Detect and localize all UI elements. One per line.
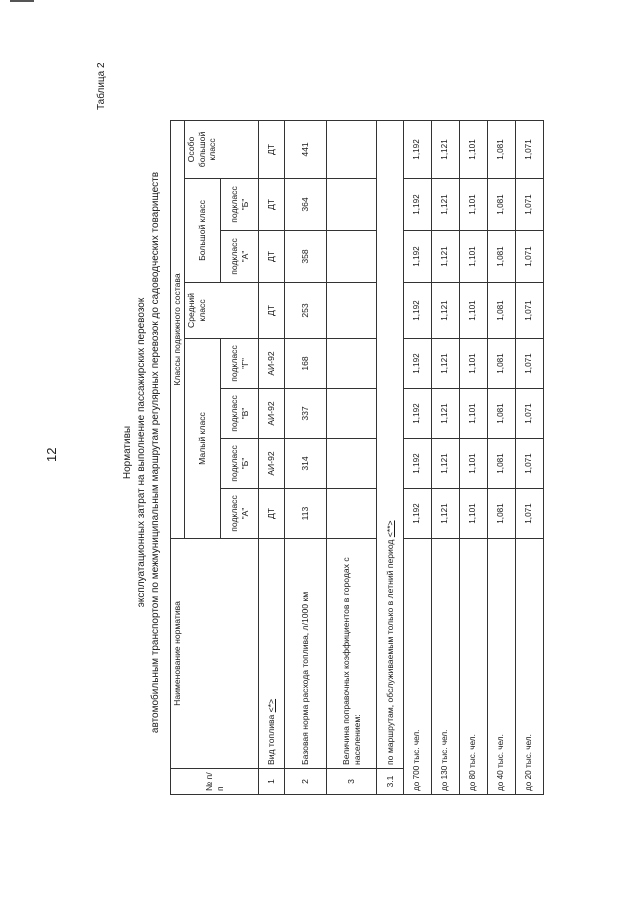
table-cell: 1,081 [488, 439, 516, 489]
table-cell: 1,081 [488, 283, 516, 339]
table-cell: 1,081 [488, 231, 516, 283]
table-cell: 1,101 [460, 120, 488, 178]
row-fuel-type [259, 120, 285, 794]
table-cell [327, 179, 377, 231]
footnote-ref: <*> [266, 698, 277, 713]
table-cell: 113 [285, 489, 327, 539]
table-cell: 1,121 [432, 489, 460, 539]
table-cell: АИ-92 [259, 339, 285, 389]
header-name: Наименование норматива [171, 539, 259, 769]
row-coef-700k [404, 120, 432, 794]
row-label: до 700 тыс. чел. [404, 539, 432, 795]
table-cell: АИ-92 [259, 439, 285, 489]
title-line-1: Нормативы [122, 425, 133, 480]
table-cell: 1,121 [432, 339, 460, 389]
table-cell: 1,071 [516, 389, 544, 439]
table-cell: 1,121 [432, 389, 460, 439]
row-label-text: Вид топлива [266, 712, 277, 765]
table-cell: 1,071 [516, 439, 544, 489]
table-cell: 1,081 [488, 120, 516, 178]
row-num: 3.1 [377, 769, 404, 795]
row-label: Базовая норма расхода топлива, л/1000 км [285, 539, 327, 769]
table-cell: ДТ [259, 283, 285, 339]
table-cell [327, 283, 377, 339]
table-cell: ДТ [259, 231, 285, 283]
row-label: до 80 тыс. чел. [460, 539, 488, 795]
row-coefficients [327, 120, 377, 794]
title-line-3: автомобильным транспортом по межмуниципальным маршрутам регулярных перевозок до садоводческих товариществ [150, 171, 161, 734]
header-large-sub-a: подкласс "А" [221, 231, 259, 283]
row-coef-130k [432, 120, 460, 794]
table-cell: 1,081 [488, 339, 516, 389]
page-number: 12 [44, 447, 59, 462]
table-cell: 1,121 [432, 120, 460, 178]
header-classes: Классы подвижного состава [171, 120, 185, 538]
table-cell: 314 [285, 439, 327, 489]
table-cell: 1,101 [460, 439, 488, 489]
norms-table [170, 120, 544, 795]
table-cell: 1,192 [404, 439, 432, 489]
table-cell: 1,101 [460, 339, 488, 389]
table-cell: ДТ [259, 179, 285, 231]
row-coef-40k [488, 120, 516, 794]
table-cell: 1,192 [404, 389, 432, 439]
table-cell [327, 339, 377, 389]
table-cell: АИ-92 [259, 389, 285, 439]
row-label: Величина поправочных коэффициентов в городах с населением: [327, 539, 377, 769]
table-cell: 253 [285, 283, 327, 339]
table-cell: ДТ [259, 489, 285, 539]
table-cell: 358 [285, 231, 327, 283]
table-cell: 1,071 [516, 339, 544, 389]
table-cell [327, 489, 377, 539]
table-cell: 1,101 [460, 231, 488, 283]
table-cell: 1,192 [404, 231, 432, 283]
table-cell: 1,071 [516, 231, 544, 283]
table-cell: 1,071 [516, 283, 544, 339]
table-cell: 1,071 [516, 179, 544, 231]
header-large-sub-b: подкласс "Б" [221, 179, 259, 231]
table-cell: 1,101 [460, 179, 488, 231]
header-small-sub-v: подкласс "В" [221, 389, 259, 439]
row-label: до 40 тыс. чел. [488, 539, 516, 795]
table-cell: 1,192 [404, 283, 432, 339]
row-label [259, 539, 285, 769]
table-cell: 1,101 [460, 389, 488, 439]
row-num: 2 [285, 769, 327, 795]
table-label: Таблица 2 [96, 62, 107, 110]
table-cell: 1,081 [488, 389, 516, 439]
row-base-norm [285, 120, 327, 794]
table-cell: 1,081 [488, 489, 516, 539]
table-cell: 1,192 [404, 489, 432, 539]
header-large-class: Большой класс [185, 179, 221, 283]
footnote-ref: <**> [384, 520, 395, 538]
table-cell [327, 120, 377, 178]
row-coef-20k [516, 120, 544, 794]
header-row-classes [171, 120, 185, 794]
table-cell: 1,121 [432, 439, 460, 489]
table-cell: 168 [285, 339, 327, 389]
table-cell [327, 389, 377, 439]
title-line-2: эксплуатационных затрат на выполнение пассажирских перевозок [136, 297, 147, 608]
row-label: до 20 тыс. чел. [516, 539, 544, 795]
table-cell: 1,081 [488, 179, 516, 231]
header-num: № п/п [171, 769, 259, 795]
table-cell [327, 231, 377, 283]
header-small-class: Малый класс [185, 339, 221, 539]
table-cell: 1,121 [432, 179, 460, 231]
section-label-text: по маршрутам, обслуживаемым только в летний период [384, 537, 395, 765]
row-num: 3 [327, 769, 377, 795]
row-coef-80k [460, 120, 488, 794]
header-small-sub-a: подкласс "А" [221, 489, 259, 539]
header-medium-class: Средний класс [185, 283, 259, 339]
table-cell: 1,192 [404, 120, 432, 178]
table-cell [327, 439, 377, 489]
table-cell: 1,192 [404, 179, 432, 231]
row-label: до 130 тыс. чел. [432, 539, 460, 795]
table-cell: 337 [285, 389, 327, 439]
table-cell: 1,121 [432, 283, 460, 339]
section-label [377, 120, 404, 768]
row-section-3-1 [377, 120, 404, 794]
table-cell: 1,192 [404, 339, 432, 389]
header-small-sub-g: подкласс "Г" [221, 339, 259, 389]
table-cell: 1,101 [460, 489, 488, 539]
row-num: 1 [259, 769, 285, 795]
table-cell: 1,071 [516, 120, 544, 178]
table-cell: 441 [285, 120, 327, 178]
header-small-sub-b: подкласс "Б" [221, 439, 259, 489]
table-cell: 1,101 [460, 283, 488, 339]
table-cell: 1,071 [516, 489, 544, 539]
table-cell: 364 [285, 179, 327, 231]
table-cell: ДТ [259, 120, 285, 178]
header-extra-large-class: Особо большой класс [185, 120, 259, 178]
table-cell: 1,121 [432, 231, 460, 283]
